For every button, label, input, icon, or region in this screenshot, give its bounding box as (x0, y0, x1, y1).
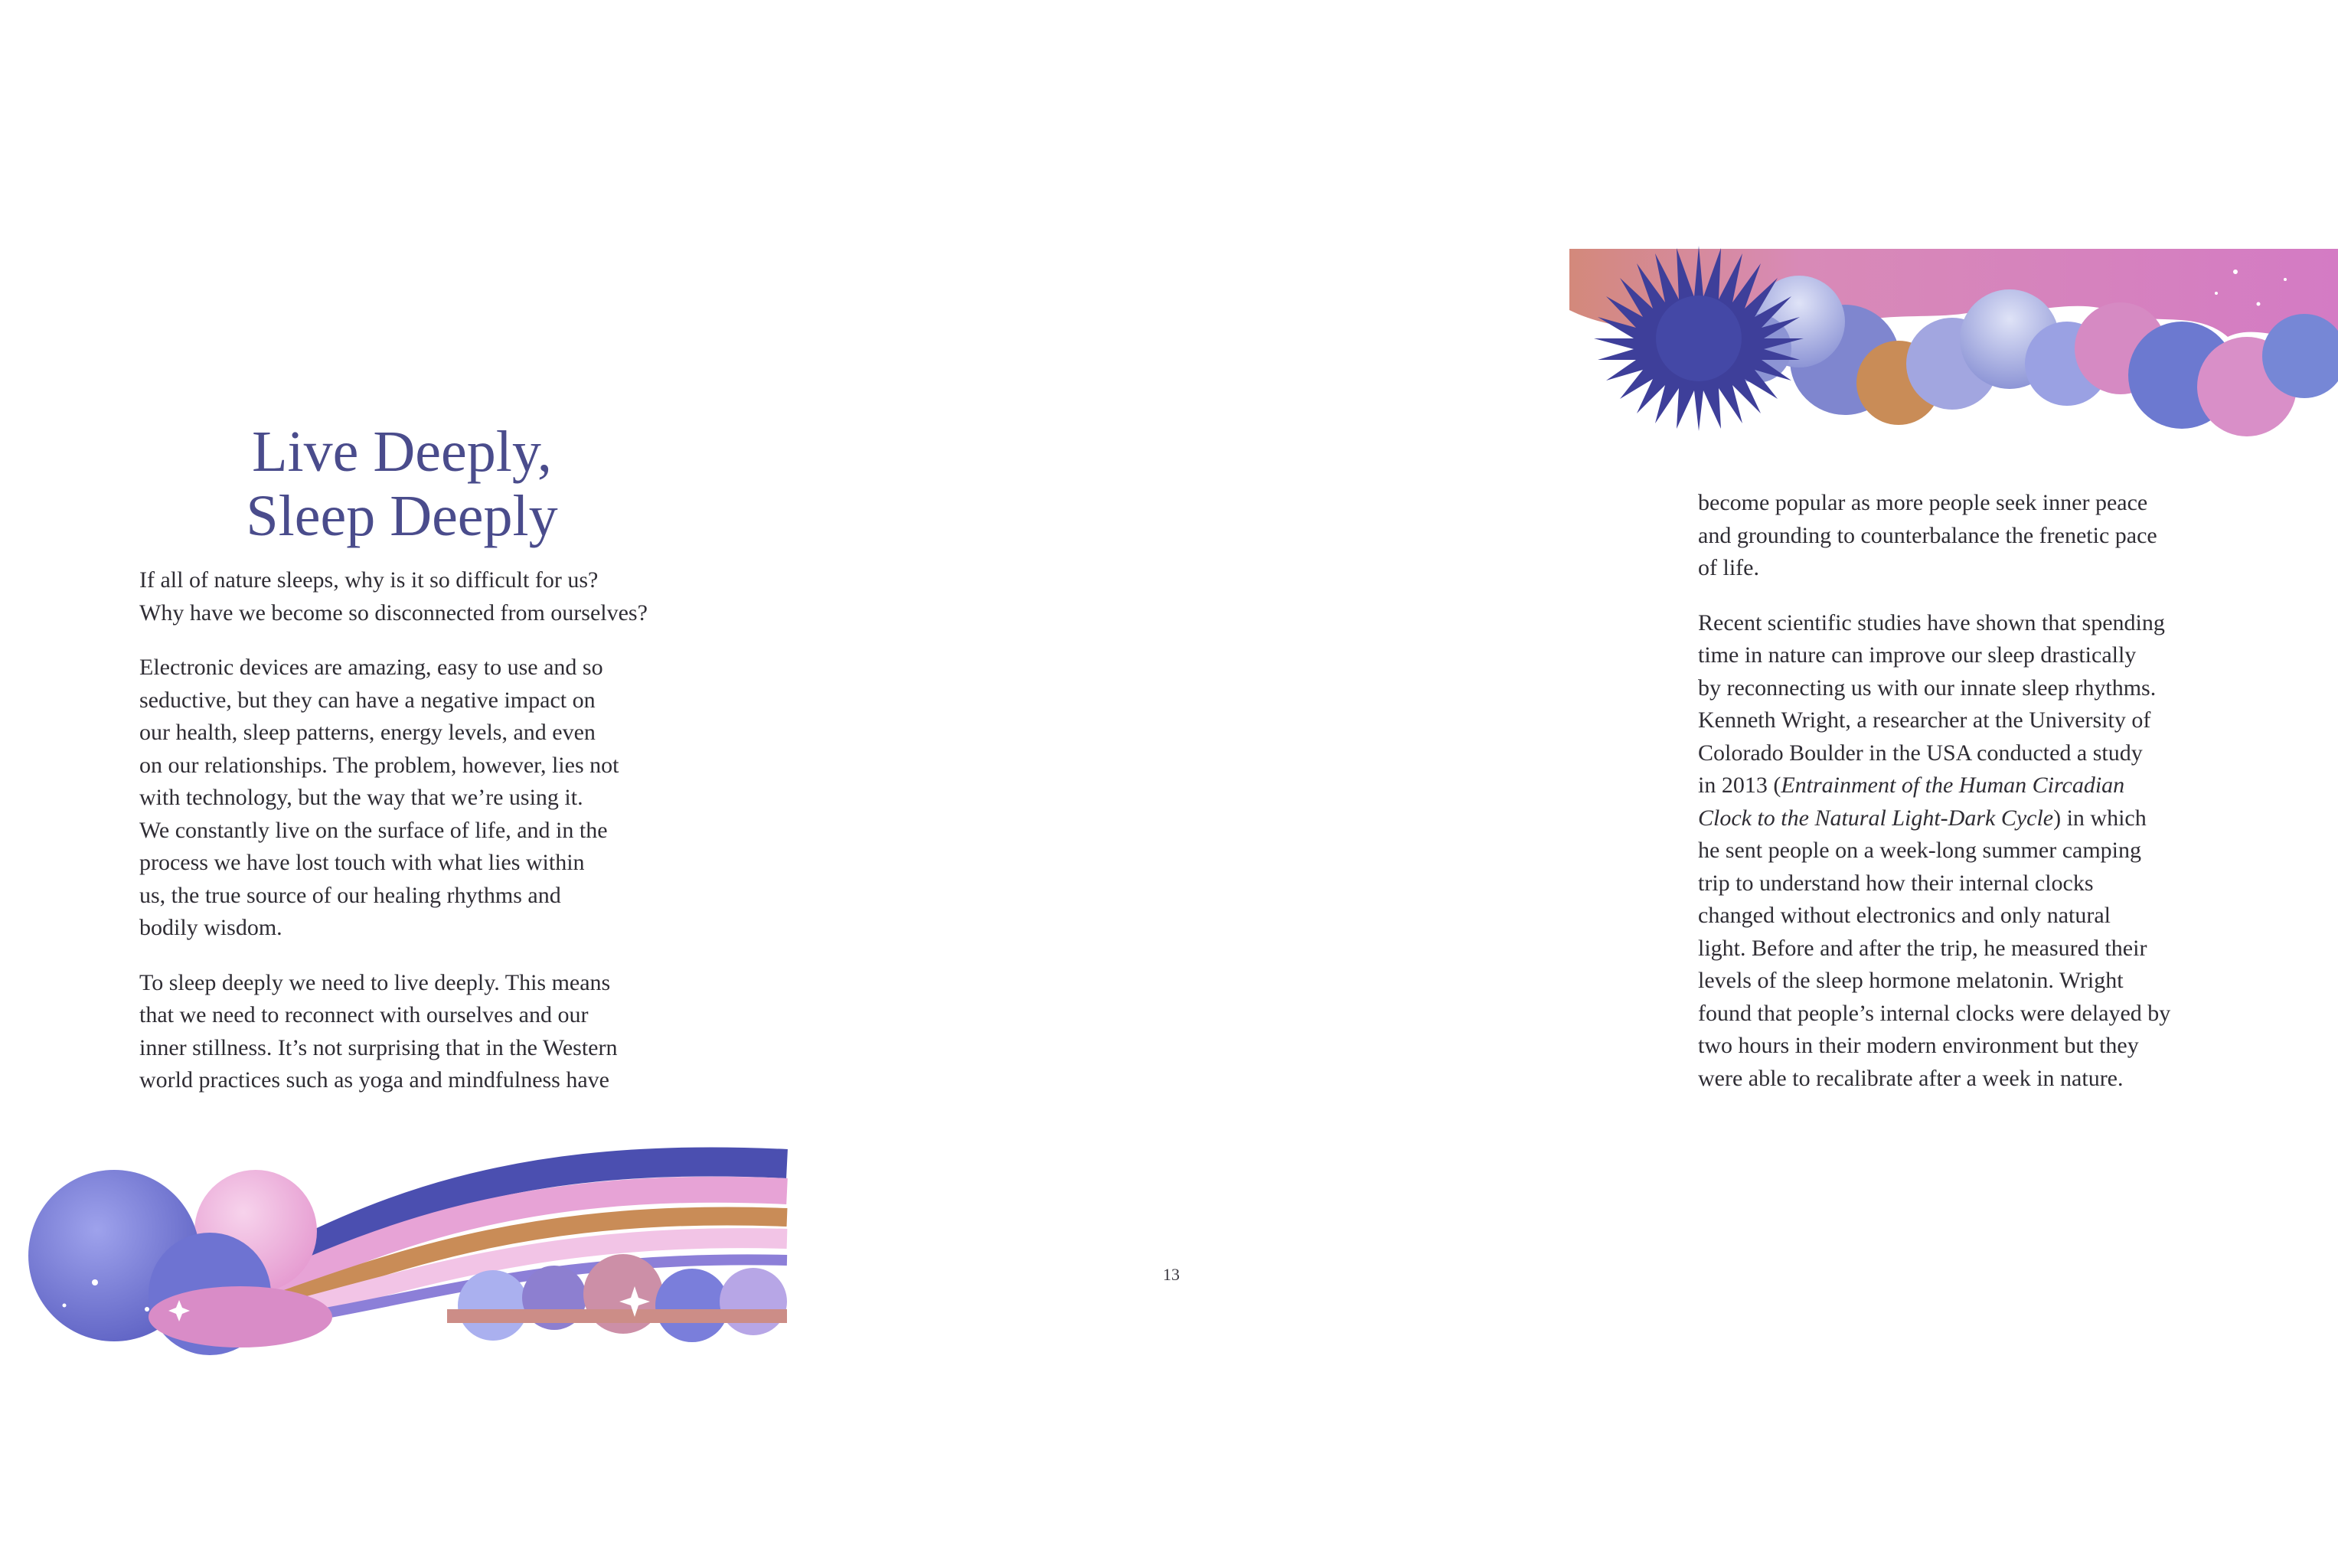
text-line: that we need to reconnect with ourselves and our (139, 1002, 589, 1027)
title-line: Sleep Deeply (246, 484, 558, 548)
right-page (784, 0, 2171, 1568)
text-line: by reconnecting us with our innate sleep rhythms. (1698, 675, 2157, 701)
paragraph (139, 652, 691, 945)
text-line: on our relationships. The problem, however, lies not (139, 752, 619, 778)
right-body-text (1698, 487, 2249, 1117)
text-line: trip to understand how their internal clocks (1698, 870, 2094, 896)
text-line: seductive, but they can have a negative impact on (139, 687, 596, 713)
text-line: To sleep deeply we need to live deeply. This means (139, 969, 611, 995)
text-line: process we have lost touch with what lies within (139, 850, 585, 875)
text-line: and grounding to counterbalance the frenetic pace (1698, 522, 2157, 548)
text-line: were able to recalibrate after a week in nature. (1698, 1065, 2124, 1091)
text-line: of life. (1698, 555, 1759, 580)
text-line: Recent scientific studies have shown that spending (1698, 609, 2165, 635)
text-line: our health, sleep patterns, energy levels, and even (139, 720, 596, 745)
study-title: Clock to the Natural Light-Dark Cycle (1698, 805, 2054, 831)
text-line: time in nature can improve our sleep drastically (1698, 642, 2137, 668)
paragraph (139, 967, 691, 1097)
chapter-title (138, 420, 666, 548)
study-suffix: ) in which (2053, 805, 2147, 831)
text-line: bodily wisdom. (139, 915, 282, 940)
text-line: Why have we become so disconnected from ourselves? (139, 599, 648, 626)
text-line: two hours in their modern environment but they (1698, 1033, 2139, 1058)
paragraph (1698, 487, 2249, 585)
page-number: 13 (1163, 1265, 1180, 1284)
text-line: changed without electronics and only natural (1698, 903, 2111, 928)
text-line: Electronic devices are amazing, easy to use and so (139, 655, 603, 680)
text-line: world practices such as yoga and mindfulness have (139, 1067, 609, 1093)
study-title: Entrainment of the Human Circadian (1781, 773, 2125, 798)
text-line: with technology, but the way that we’re using it. (139, 785, 583, 810)
study-prefix: in 2013 ( (1698, 773, 1781, 798)
paragraph (1698, 607, 2249, 1096)
left-body-text (139, 564, 691, 1119)
text-line: become popular as more people seek inner peace (1698, 490, 2148, 515)
text-line: found that people’s internal clocks were delayed by (1698, 1000, 2171, 1026)
clouds-with-star-sun-icon (1569, 249, 2338, 440)
text-line: light. Before and after the trip, he measured their (1698, 935, 2147, 961)
text-line (1698, 802, 2249, 835)
text-line: Kenneth Wright, a researcher at the University of (1698, 707, 2151, 733)
text-line (1698, 769, 2249, 802)
text-line: he sent people on a week-long summer camping (1698, 838, 2141, 863)
text-line: inner stillness. It’s not surprising that in the Western (139, 1034, 618, 1060)
text-line: Colorado Boulder in the USA conducted a study (1698, 740, 2143, 766)
text-line: If all of nature sleeps, why is it so difficult for us? (139, 567, 599, 593)
text-line: us, the true source of our healing rhythms and (139, 882, 561, 908)
title-line: Live Deeply, (252, 420, 552, 484)
rainbow-and-clouds-icon (18, 1141, 787, 1323)
text-line: levels of the sleep hormone melatonin. Wright (1698, 968, 2124, 993)
paragraph (139, 564, 691, 629)
left-page (0, 0, 784, 1568)
text-line: We constantly live on the surface of life, and in the (139, 817, 608, 843)
